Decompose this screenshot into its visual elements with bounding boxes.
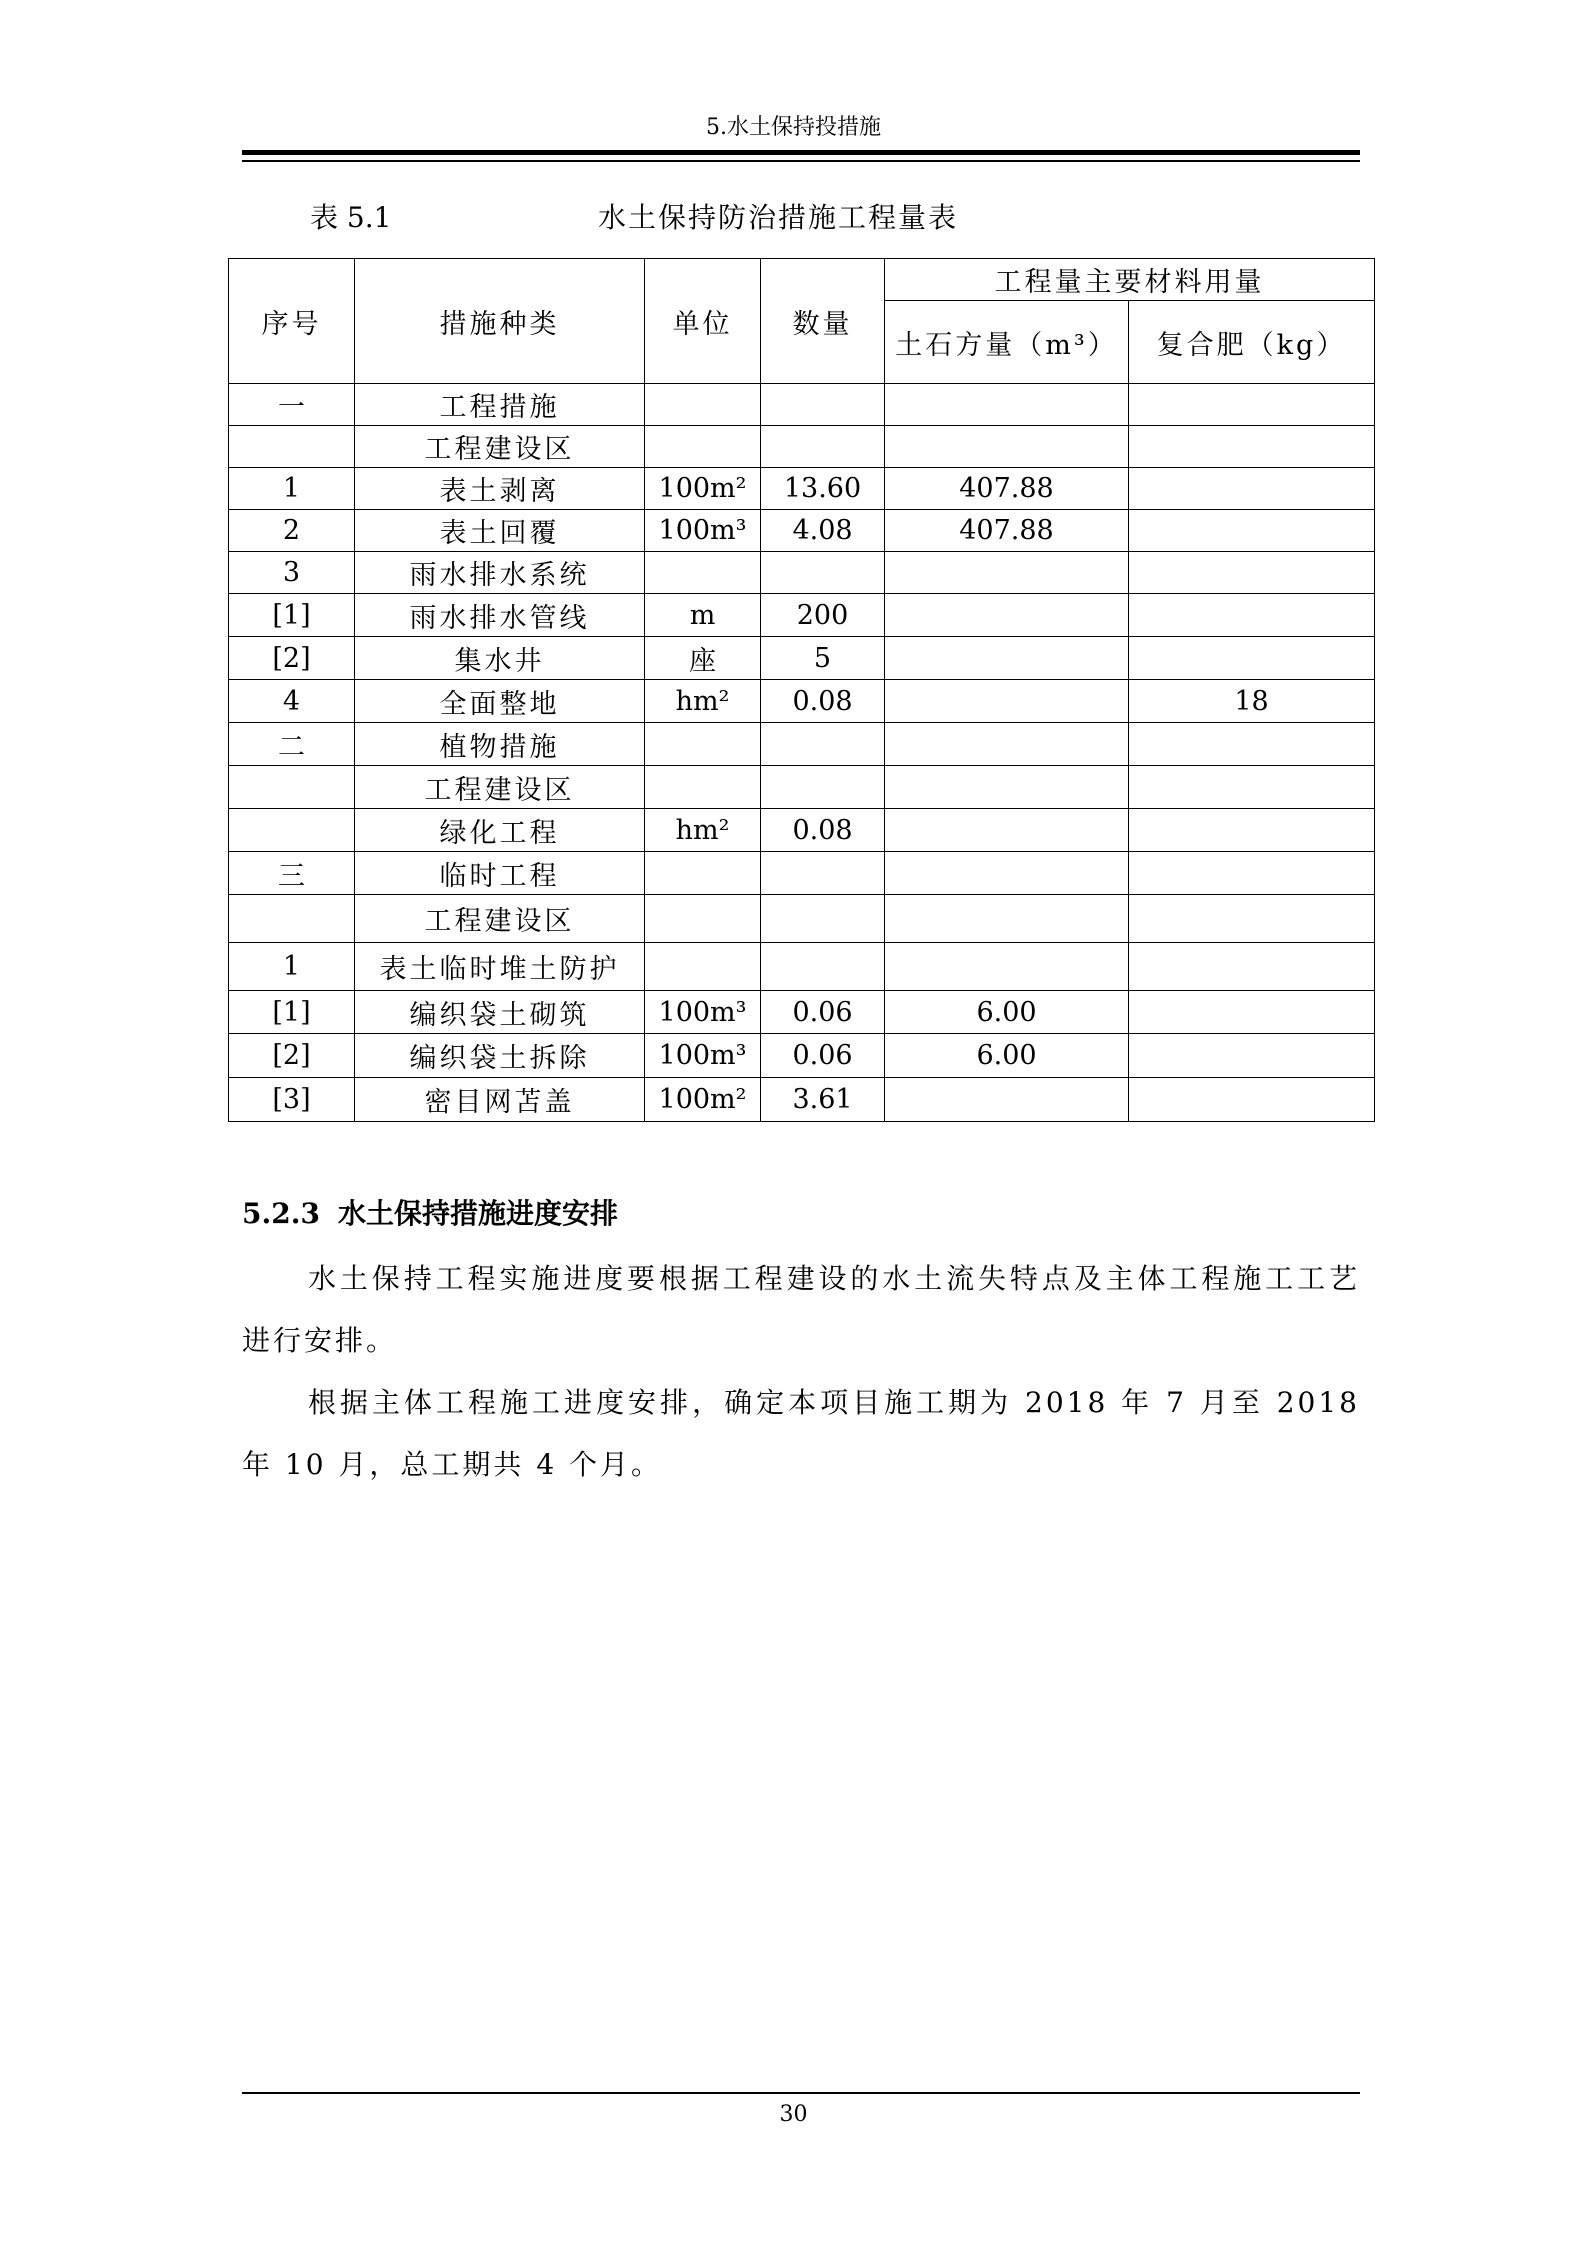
- cell-earthwork: [885, 680, 1129, 723]
- cell-earthwork: [885, 594, 1129, 637]
- cell-fertilizer: [1129, 943, 1375, 991]
- cell-earthwork: [885, 766, 1129, 809]
- table-caption-number: 表 5.1: [310, 201, 392, 234]
- table-row: [229, 895, 1375, 943]
- cell-earthwork: [885, 809, 1129, 852]
- cell-unit: 100m²: [645, 1078, 761, 1122]
- paragraph: 水土保持工程实施进度要根据工程建设的水土流失特点及主体工程施工工艺进行安排。: [242, 1262, 1360, 1357]
- cell-unit: m: [645, 594, 761, 637]
- cell-unit: [645, 852, 761, 895]
- cell-quantity: [761, 552, 885, 594]
- cell-fertilizer: [1129, 809, 1375, 852]
- cell-fertilizer: [1129, 895, 1375, 943]
- cell-fertilizer: [1129, 384, 1375, 426]
- cell-unit: hm²: [645, 809, 761, 852]
- cell-seq: [229, 809, 355, 852]
- header-rule-thick: [242, 150, 1360, 155]
- cell-measure-type: 植物措施: [355, 723, 645, 766]
- cell-unit: [645, 895, 761, 943]
- cell-quantity: 0.08: [761, 809, 885, 852]
- cell-seq: 4: [229, 680, 355, 723]
- cell-unit: [645, 384, 761, 426]
- cell-quantity: 5: [761, 637, 885, 680]
- cell-earthwork: [885, 384, 1129, 426]
- table-row: [229, 1034, 1375, 1078]
- table-row: [229, 723, 1375, 766]
- header-seq: 序号: [229, 259, 355, 384]
- table-row: [229, 809, 1375, 852]
- cell-measure-type: 表土剥离: [355, 468, 645, 510]
- section-number: 5.2.3: [242, 1197, 320, 1230]
- table-row: [229, 991, 1375, 1034]
- cell-fertilizer: [1129, 1078, 1375, 1122]
- cell-quantity: [761, 766, 885, 809]
- cell-measure-type: 工程建设区: [355, 895, 645, 943]
- cell-measure-type: 集水井: [355, 637, 645, 680]
- measures-quantity-table: [228, 258, 1375, 1122]
- cell-measure-type: 工程建设区: [355, 426, 645, 468]
- cell-earthwork: 407.88: [885, 510, 1129, 552]
- cell-earthwork: [885, 637, 1129, 680]
- header-measure-type: 措施种类: [355, 259, 645, 384]
- cell-measure-type: 雨水排水系统: [355, 552, 645, 594]
- cell-seq: [3]: [229, 1078, 355, 1122]
- cell-fertilizer: [1129, 552, 1375, 594]
- header-materials-group: 工程量主要材料用量: [885, 259, 1375, 301]
- table-row: [229, 426, 1375, 468]
- cell-measure-type: 绿化工程: [355, 809, 645, 852]
- table-caption-title: 水土保持防治措施工程量表: [598, 201, 959, 234]
- cell-quantity: 0.06: [761, 1034, 885, 1078]
- footer-rule: [242, 2092, 1360, 2094]
- cell-quantity: [761, 723, 885, 766]
- cell-quantity: [761, 943, 885, 991]
- header-rule-thin: [242, 160, 1360, 162]
- cell-unit: [645, 552, 761, 594]
- cell-quantity: [761, 852, 885, 895]
- table-row: [229, 594, 1375, 637]
- cell-measure-type: 编织袋土砌筑: [355, 991, 645, 1034]
- cell-earthwork: [885, 943, 1129, 991]
- table-row: [229, 1078, 1375, 1122]
- cell-earthwork: [885, 552, 1129, 594]
- cell-seq: [229, 426, 355, 468]
- cell-seq: 二: [229, 723, 355, 766]
- cell-measure-type: 雨水排水管线: [355, 594, 645, 637]
- table-row: [229, 852, 1375, 895]
- cell-earthwork: [885, 852, 1129, 895]
- cell-quantity: 0.08: [761, 680, 885, 723]
- table-row: [229, 680, 1375, 723]
- cell-earthwork: [885, 426, 1129, 468]
- running-header: 5.水土保持投措施: [706, 115, 881, 140]
- cell-quantity: [761, 384, 885, 426]
- cell-seq: [1]: [229, 594, 355, 637]
- cell-unit: [645, 943, 761, 991]
- cell-seq: [229, 895, 355, 943]
- cell-quantity: 4.08: [761, 510, 885, 552]
- cell-quantity: [761, 895, 885, 943]
- cell-earthwork: [885, 895, 1129, 943]
- cell-unit: hm²: [645, 680, 761, 723]
- cell-quantity: 200: [761, 594, 885, 637]
- table-row: [229, 943, 1375, 991]
- header-unit: 单位: [645, 259, 761, 384]
- cell-quantity: 3.61: [761, 1078, 885, 1122]
- cell-measure-type: 工程建设区: [355, 766, 645, 809]
- section-heading: [242, 1192, 618, 1232]
- cell-earthwork: 6.00: [885, 991, 1129, 1034]
- cell-unit: [645, 723, 761, 766]
- cell-unit: [645, 426, 761, 468]
- table-row: [229, 637, 1375, 680]
- cell-seq: [2]: [229, 1034, 355, 1078]
- cell-measure-type: 工程措施: [355, 384, 645, 426]
- cell-fertilizer: 18: [1129, 680, 1375, 723]
- page-number: 30: [779, 2102, 808, 2127]
- cell-quantity: 0.06: [761, 991, 885, 1034]
- section-title: 水土保持措施进度安排: [337, 1197, 618, 1230]
- cell-unit: 座: [645, 637, 761, 680]
- cell-seq: [1]: [229, 991, 355, 1034]
- cell-fertilizer: [1129, 852, 1375, 895]
- cell-measure-type: 临时工程: [355, 852, 645, 895]
- table-row: [229, 552, 1375, 594]
- cell-unit: 100m²: [645, 468, 761, 510]
- paragraph: 根据主体工程施工进度安排，确定本项目施工期为 2018 年 7 月至 2018 年 10 月，总工期共 4 个月。: [242, 1386, 1360, 1481]
- cell-unit: 100m³: [645, 1034, 761, 1078]
- cell-earthwork: 407.88: [885, 468, 1129, 510]
- cell-earthwork: [885, 1078, 1129, 1122]
- cell-fertilizer: [1129, 1034, 1375, 1078]
- header-quantity: 数量: [761, 259, 885, 384]
- cell-unit: 100m³: [645, 991, 761, 1034]
- table-row: [229, 766, 1375, 809]
- cell-earthwork: 6.00: [885, 1034, 1129, 1078]
- header-earthwork: 土石方量（m³）: [885, 301, 1129, 384]
- cell-measure-type: 全面整地: [355, 680, 645, 723]
- cell-fertilizer: [1129, 426, 1375, 468]
- cell-quantity: [761, 426, 885, 468]
- cell-unit: 100m³: [645, 510, 761, 552]
- cell-measure-type: 表土临时堆土防护: [355, 943, 645, 991]
- cell-seq: 三: [229, 852, 355, 895]
- cell-fertilizer: [1129, 510, 1375, 552]
- table-row: [229, 468, 1375, 510]
- cell-seq: 1: [229, 943, 355, 991]
- cell-seq: [229, 766, 355, 809]
- cell-measure-type: 表土回覆: [355, 510, 645, 552]
- header-fertilizer: 复合肥（kg）: [1129, 301, 1375, 384]
- cell-fertilizer: [1129, 991, 1375, 1034]
- table-row: [229, 384, 1375, 426]
- table-row: [229, 510, 1375, 552]
- cell-seq: 2: [229, 510, 355, 552]
- cell-fertilizer: [1129, 594, 1375, 637]
- cell-fertilizer: [1129, 637, 1375, 680]
- cell-seq: 一: [229, 384, 355, 426]
- cell-seq: 1: [229, 468, 355, 510]
- cell-measure-type: 编织袋土拆除: [355, 1034, 645, 1078]
- table-body: [229, 384, 1375, 1122]
- cell-fertilizer: [1129, 723, 1375, 766]
- cell-quantity: 13.60: [761, 468, 885, 510]
- cell-earthwork: [885, 723, 1129, 766]
- cell-seq: 3: [229, 552, 355, 594]
- cell-fertilizer: [1129, 468, 1375, 510]
- cell-measure-type: 密目网苫盖: [355, 1078, 645, 1122]
- cell-unit: [645, 766, 761, 809]
- cell-seq: [2]: [229, 637, 355, 680]
- cell-fertilizer: [1129, 766, 1375, 809]
